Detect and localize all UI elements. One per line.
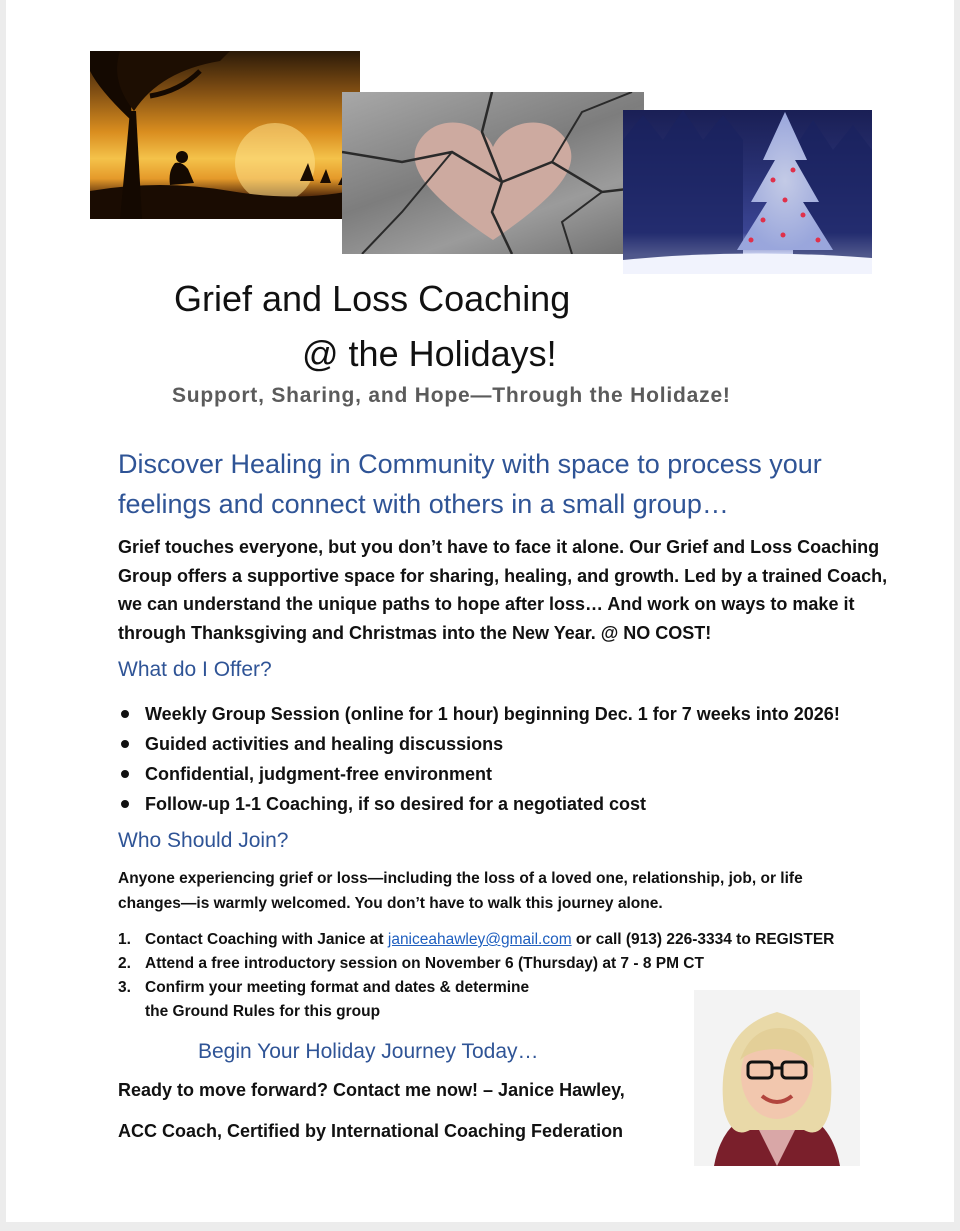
email-link[interactable]: janiceahawley@gmail.com	[387, 931, 572, 948]
list-item: Guided activities and healing discussions	[118, 729, 840, 759]
step-text: or call (913) 226-3334 to REGISTER	[571, 931, 835, 948]
christmas-tree-image	[623, 110, 872, 274]
sunset-silhouette-image	[90, 51, 360, 219]
title-line-1: Grief and Loss Coaching	[174, 278, 571, 319]
step-text: the Ground Rules for this group	[145, 1003, 381, 1020]
contact-line-1: Ready to move forward? Contact me now! – Janice Hawley,	[118, 1080, 625, 1100]
coach-portrait-image	[694, 990, 860, 1166]
step-text: Attend a free introductory session on November 6 (Thursday) at 7 - 8 PM CT	[145, 955, 704, 972]
flyer-page	[6, 0, 954, 1222]
offer-heading: What do I Offer?	[118, 658, 272, 681]
title-line-2: @ the Holidays!	[302, 333, 557, 374]
step-number: 2.	[118, 955, 131, 972]
step-text: Confirm your meeting format and dates & determine	[145, 979, 530, 996]
cracked-heart-image	[342, 92, 644, 254]
step-number: 3.	[118, 979, 131, 996]
contact-line-2: ACC Coach, Certified by International Coaching Federation	[118, 1121, 624, 1141]
join-heading: Who Should Join?	[118, 829, 289, 852]
intro-paragraph: Grief touches everyone, but you don’t have to face it alone. Our Grief and Loss Coaching Group offers a supportive space for sharing, healing, and growth. Led by a trained Coach, we can understand the unique paths to hope after loss… And work on ways to make it through Thanksgiving and Christmas into the New Year. @ NO COST!	[118, 537, 888, 643]
begin-heading: Begin Your Holiday Journey Today…	[198, 1040, 539, 1063]
step-text: Contact Coaching with Janice at	[145, 931, 388, 948]
list-item	[118, 928, 834, 952]
list-item: Follow-up 1-1 Coaching, if so desired for a negotiated cost	[118, 789, 840, 819]
list-item: Confidential, judgment-free environment	[118, 759, 840, 789]
list-item: Weekly Group Session (online for 1 hour) beginning Dec. 1 for 7 weeks into 2026!	[118, 699, 840, 729]
join-paragraph: Anyone experiencing grief or loss—including the loss of a loved one, relationship, job, or life changes—is warmly welcomed. You don’t have to walk this journey alone.	[118, 870, 803, 912]
offer-list	[118, 699, 840, 819]
lead-heading: Discover Healing in Community with space to process your feelings and connect with others in a small group…	[118, 449, 822, 519]
step-number: 1.	[118, 931, 131, 948]
tagline: Support, Sharing, and Hope—Through the Holidaze!	[172, 384, 731, 407]
list-item	[118, 952, 834, 976]
